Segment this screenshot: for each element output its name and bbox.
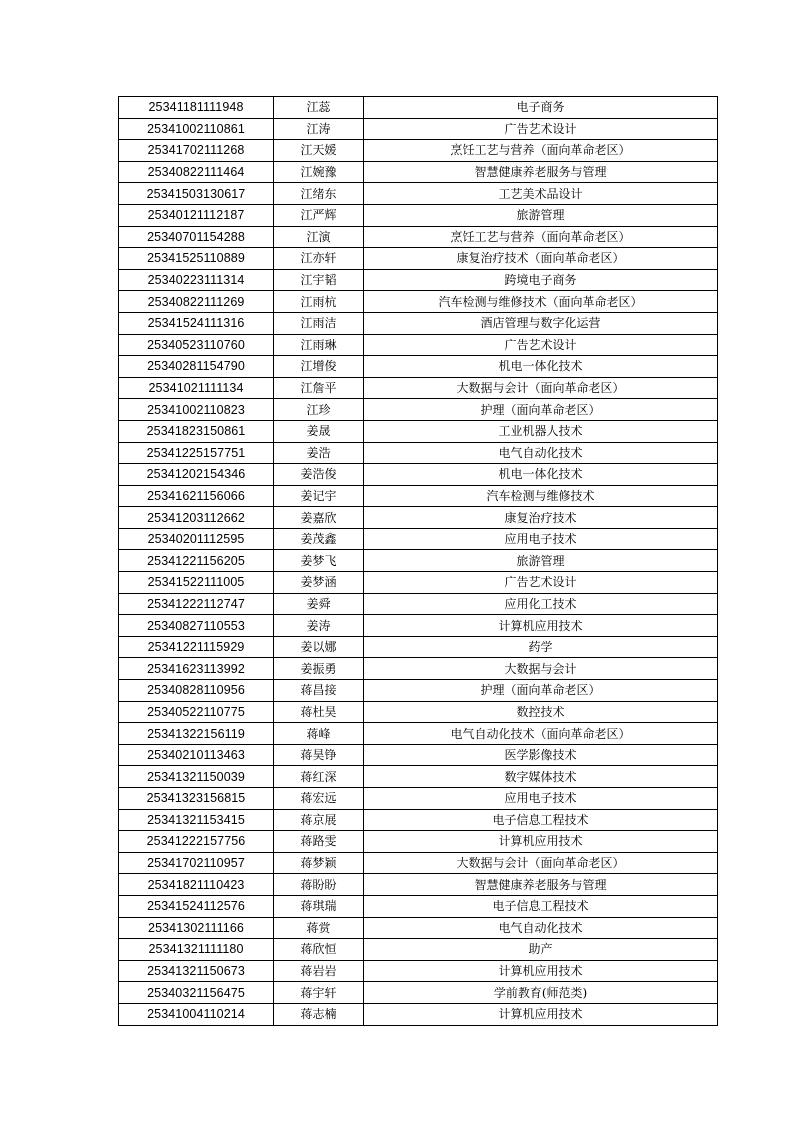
exam-number-cell: 25340210113463 xyxy=(119,744,274,766)
table-row xyxy=(119,442,718,464)
student-name-cell: 江演 xyxy=(274,226,364,248)
major-cell: 跨境电子商务 xyxy=(364,269,718,291)
exam-number-cell: 25341302111166 xyxy=(119,917,274,939)
exam-number-cell: 25341202154346 xyxy=(119,464,274,486)
major-cell: 智慧健康养老服务与管理 xyxy=(364,161,718,183)
major-cell: 烹饪工艺与营养（面向革命老区） xyxy=(364,226,718,248)
exam-number-cell: 25341181111948 xyxy=(119,97,274,119)
table-row xyxy=(119,269,718,291)
student-name-cell: 江涛 xyxy=(274,118,364,140)
exam-number-cell: 25341021111134 xyxy=(119,377,274,399)
exam-number-cell: 25341002110823 xyxy=(119,399,274,421)
student-name-cell: 蒋峰 xyxy=(274,723,364,745)
table-row xyxy=(119,636,718,658)
exam-number-cell: 25340522110775 xyxy=(119,701,274,723)
exam-number-cell: 25341004110214 xyxy=(119,1003,274,1025)
major-cell: 工艺美术品设计 xyxy=(364,183,718,205)
major-cell: 应用电子技术 xyxy=(364,528,718,550)
table-row xyxy=(119,334,718,356)
table-row xyxy=(119,1003,718,1025)
student-name-cell: 蒋梦颖 xyxy=(274,852,364,874)
table-row xyxy=(119,917,718,939)
student-name-cell: 蒋盼盼 xyxy=(274,874,364,896)
table-row xyxy=(119,291,718,313)
student-name-cell: 江雨琳 xyxy=(274,334,364,356)
major-cell: 电子商务 xyxy=(364,97,718,119)
exam-number-cell: 25341222112747 xyxy=(119,593,274,615)
table-row xyxy=(119,766,718,788)
major-cell: 机电一体化技术 xyxy=(364,356,718,378)
major-cell: 酒店管理与数字化运营 xyxy=(364,312,718,334)
student-name-cell: 江天媛 xyxy=(274,140,364,162)
exam-number-cell: 25341221156205 xyxy=(119,550,274,572)
student-name-cell: 姜舜 xyxy=(274,593,364,615)
student-name-cell: 姜记宇 xyxy=(274,485,364,507)
table-row xyxy=(119,507,718,529)
table-row xyxy=(119,852,718,874)
major-cell: 旅游管理 xyxy=(364,204,718,226)
student-name-cell: 江蕊 xyxy=(274,97,364,119)
table-row xyxy=(119,550,718,572)
table-row xyxy=(119,701,718,723)
major-cell: 应用电子技术 xyxy=(364,788,718,810)
exam-number-cell: 25340523110760 xyxy=(119,334,274,356)
student-name-cell: 姜嘉欣 xyxy=(274,507,364,529)
table-row xyxy=(119,226,718,248)
table-row xyxy=(119,939,718,961)
table-row xyxy=(119,356,718,378)
student-name-cell: 姜涛 xyxy=(274,615,364,637)
table-row xyxy=(119,161,718,183)
exam-number-cell: 25341821110423 xyxy=(119,874,274,896)
exam-number-cell: 25341623113992 xyxy=(119,658,274,680)
major-cell: 电气自动化技术 xyxy=(364,442,718,464)
major-cell: 应用化工技术 xyxy=(364,593,718,615)
table-row xyxy=(119,118,718,140)
major-cell: 数字媒体技术 xyxy=(364,766,718,788)
exam-number-cell: 25340828110956 xyxy=(119,680,274,702)
exam-number-cell: 25341525110889 xyxy=(119,248,274,270)
major-cell: 医学影像技术 xyxy=(364,744,718,766)
table-row xyxy=(119,420,718,442)
major-cell: 机电一体化技术 xyxy=(364,464,718,486)
exam-number-cell: 25341702111268 xyxy=(119,140,274,162)
student-name-cell: 江婉豫 xyxy=(274,161,364,183)
exam-number-cell: 25341524111316 xyxy=(119,312,274,334)
table-row xyxy=(119,464,718,486)
table-row xyxy=(119,960,718,982)
student-name-cell: 姜梦涵 xyxy=(274,572,364,594)
student-name-cell: 姜晟 xyxy=(274,420,364,442)
major-cell: 计算机应用技术 xyxy=(364,831,718,853)
table-row xyxy=(119,788,718,810)
student-name-cell: 江绪东 xyxy=(274,183,364,205)
major-cell: 电子信息工程技术 xyxy=(364,895,718,917)
major-cell: 助产 xyxy=(364,939,718,961)
student-name-cell: 蒋京展 xyxy=(274,809,364,831)
table-row xyxy=(119,183,718,205)
table-row xyxy=(119,982,718,1004)
table-row xyxy=(119,874,718,896)
exam-number-cell: 25341222157756 xyxy=(119,831,274,853)
table-row xyxy=(119,723,718,745)
table-row xyxy=(119,312,718,334)
major-cell: 护理（面向革命老区） xyxy=(364,680,718,702)
exam-number-cell: 25341002110861 xyxy=(119,118,274,140)
major-cell: 护理（面向革命老区） xyxy=(364,399,718,421)
table-row xyxy=(119,572,718,594)
major-cell: 电气自动化技术（面向革命老区） xyxy=(364,723,718,745)
exam-number-cell: 25341503130617 xyxy=(119,183,274,205)
exam-number-cell: 25341702110957 xyxy=(119,852,274,874)
student-name-cell: 江雨洁 xyxy=(274,312,364,334)
major-cell: 学前教育(师范类) xyxy=(364,982,718,1004)
major-cell: 广告艺术设计 xyxy=(364,118,718,140)
student-name-cell: 姜梦飞 xyxy=(274,550,364,572)
table-row xyxy=(119,895,718,917)
major-cell: 旅游管理 xyxy=(364,550,718,572)
major-cell: 智慧健康养老服务与管理 xyxy=(364,874,718,896)
student-name-cell: 蒋路雯 xyxy=(274,831,364,853)
table-row xyxy=(119,140,718,162)
student-name-cell: 蒋赏 xyxy=(274,917,364,939)
major-cell: 数控技术 xyxy=(364,701,718,723)
major-cell: 电气自动化技术 xyxy=(364,917,718,939)
student-name-cell: 姜浩 xyxy=(274,442,364,464)
table-row xyxy=(119,485,718,507)
major-cell: 工业机器人技术 xyxy=(364,420,718,442)
table-body xyxy=(119,97,718,1026)
exam-number-cell: 25340121112187 xyxy=(119,204,274,226)
table-row xyxy=(119,97,718,119)
exam-number-cell: 25341322156119 xyxy=(119,723,274,745)
student-name-cell: 蒋欣恒 xyxy=(274,939,364,961)
table-row xyxy=(119,744,718,766)
major-cell: 烹饪工艺与营养（面向革命老区） xyxy=(364,140,718,162)
student-name-cell: 江亦轩 xyxy=(274,248,364,270)
student-name-cell: 蒋志楠 xyxy=(274,1003,364,1025)
exam-number-cell: 25340822111269 xyxy=(119,291,274,313)
student-name-cell: 蒋宏远 xyxy=(274,788,364,810)
table-row xyxy=(119,658,718,680)
exam-number-cell: 25341203112662 xyxy=(119,507,274,529)
student-name-cell: 江詹平 xyxy=(274,377,364,399)
major-cell: 汽车检测与维修技术（面向革命老区） xyxy=(364,291,718,313)
student-name-cell: 江宇韬 xyxy=(274,269,364,291)
major-cell: 康复治疗技术 xyxy=(364,507,718,529)
student-name-cell: 蒋岩岩 xyxy=(274,960,364,982)
exam-number-cell: 25340281154790 xyxy=(119,356,274,378)
exam-number-cell: 25341321111180 xyxy=(119,939,274,961)
exam-number-cell: 25341524112576 xyxy=(119,895,274,917)
student-name-cell: 姜振勇 xyxy=(274,658,364,680)
student-name-cell: 蒋昊铮 xyxy=(274,744,364,766)
exam-number-cell: 25340822111464 xyxy=(119,161,274,183)
exam-number-cell: 25341321153415 xyxy=(119,809,274,831)
student-name-cell: 江增俊 xyxy=(274,356,364,378)
exam-number-cell: 25341621156066 xyxy=(119,485,274,507)
student-name-cell: 姜以娜 xyxy=(274,636,364,658)
exam-number-cell: 25340701154288 xyxy=(119,226,274,248)
major-cell: 药学 xyxy=(364,636,718,658)
student-name-cell: 蒋杜昊 xyxy=(274,701,364,723)
major-cell: 计算机应用技术 xyxy=(364,1003,718,1025)
major-cell: 电子信息工程技术 xyxy=(364,809,718,831)
major-cell: 康复治疗技术（面向革命老区） xyxy=(364,248,718,270)
table-row xyxy=(119,593,718,615)
table-row xyxy=(119,680,718,702)
major-cell: 大数据与会计 xyxy=(364,658,718,680)
major-cell: 计算机应用技术 xyxy=(364,960,718,982)
student-name-cell: 姜浩俊 xyxy=(274,464,364,486)
exam-number-cell: 25341321150673 xyxy=(119,960,274,982)
exam-number-cell: 25340321156475 xyxy=(119,982,274,1004)
student-name-cell: 蒋昌接 xyxy=(274,680,364,702)
major-cell: 广告艺术设计 xyxy=(364,334,718,356)
table-row xyxy=(119,248,718,270)
student-name-cell: 蒋琪瑞 xyxy=(274,895,364,917)
major-cell: 广告艺术设计 xyxy=(364,572,718,594)
table-row xyxy=(119,377,718,399)
exam-number-cell: 25341225157751 xyxy=(119,442,274,464)
exam-number-cell: 25341823150861 xyxy=(119,420,274,442)
admission-list-table xyxy=(118,96,718,1026)
exam-number-cell: 25340223111314 xyxy=(119,269,274,291)
exam-number-cell: 25341321150039 xyxy=(119,766,274,788)
exam-number-cell: 25340827110553 xyxy=(119,615,274,637)
student-name-cell: 江雨杭 xyxy=(274,291,364,313)
major-cell: 计算机应用技术 xyxy=(364,615,718,637)
major-cell: 大数据与会计（面向革命老区） xyxy=(364,377,718,399)
student-name-cell: 蒋宇轩 xyxy=(274,982,364,1004)
exam-number-cell: 25341221115929 xyxy=(119,636,274,658)
major-cell: 大数据与会计（面向革命老区） xyxy=(364,852,718,874)
table-row xyxy=(119,615,718,637)
table-row xyxy=(119,831,718,853)
student-name-cell: 姜茂鑫 xyxy=(274,528,364,550)
table-row xyxy=(119,809,718,831)
major-cell: 汽车检测与维修技术 xyxy=(364,485,718,507)
table-row xyxy=(119,399,718,421)
student-name-cell: 江珍 xyxy=(274,399,364,421)
table-row xyxy=(119,204,718,226)
student-name-cell: 蒋红深 xyxy=(274,766,364,788)
exam-number-cell: 25341323156815 xyxy=(119,788,274,810)
table-row xyxy=(119,528,718,550)
exam-number-cell: 25340201112595 xyxy=(119,528,274,550)
student-name-cell: 江严辉 xyxy=(274,204,364,226)
exam-number-cell: 25341522111005 xyxy=(119,572,274,594)
